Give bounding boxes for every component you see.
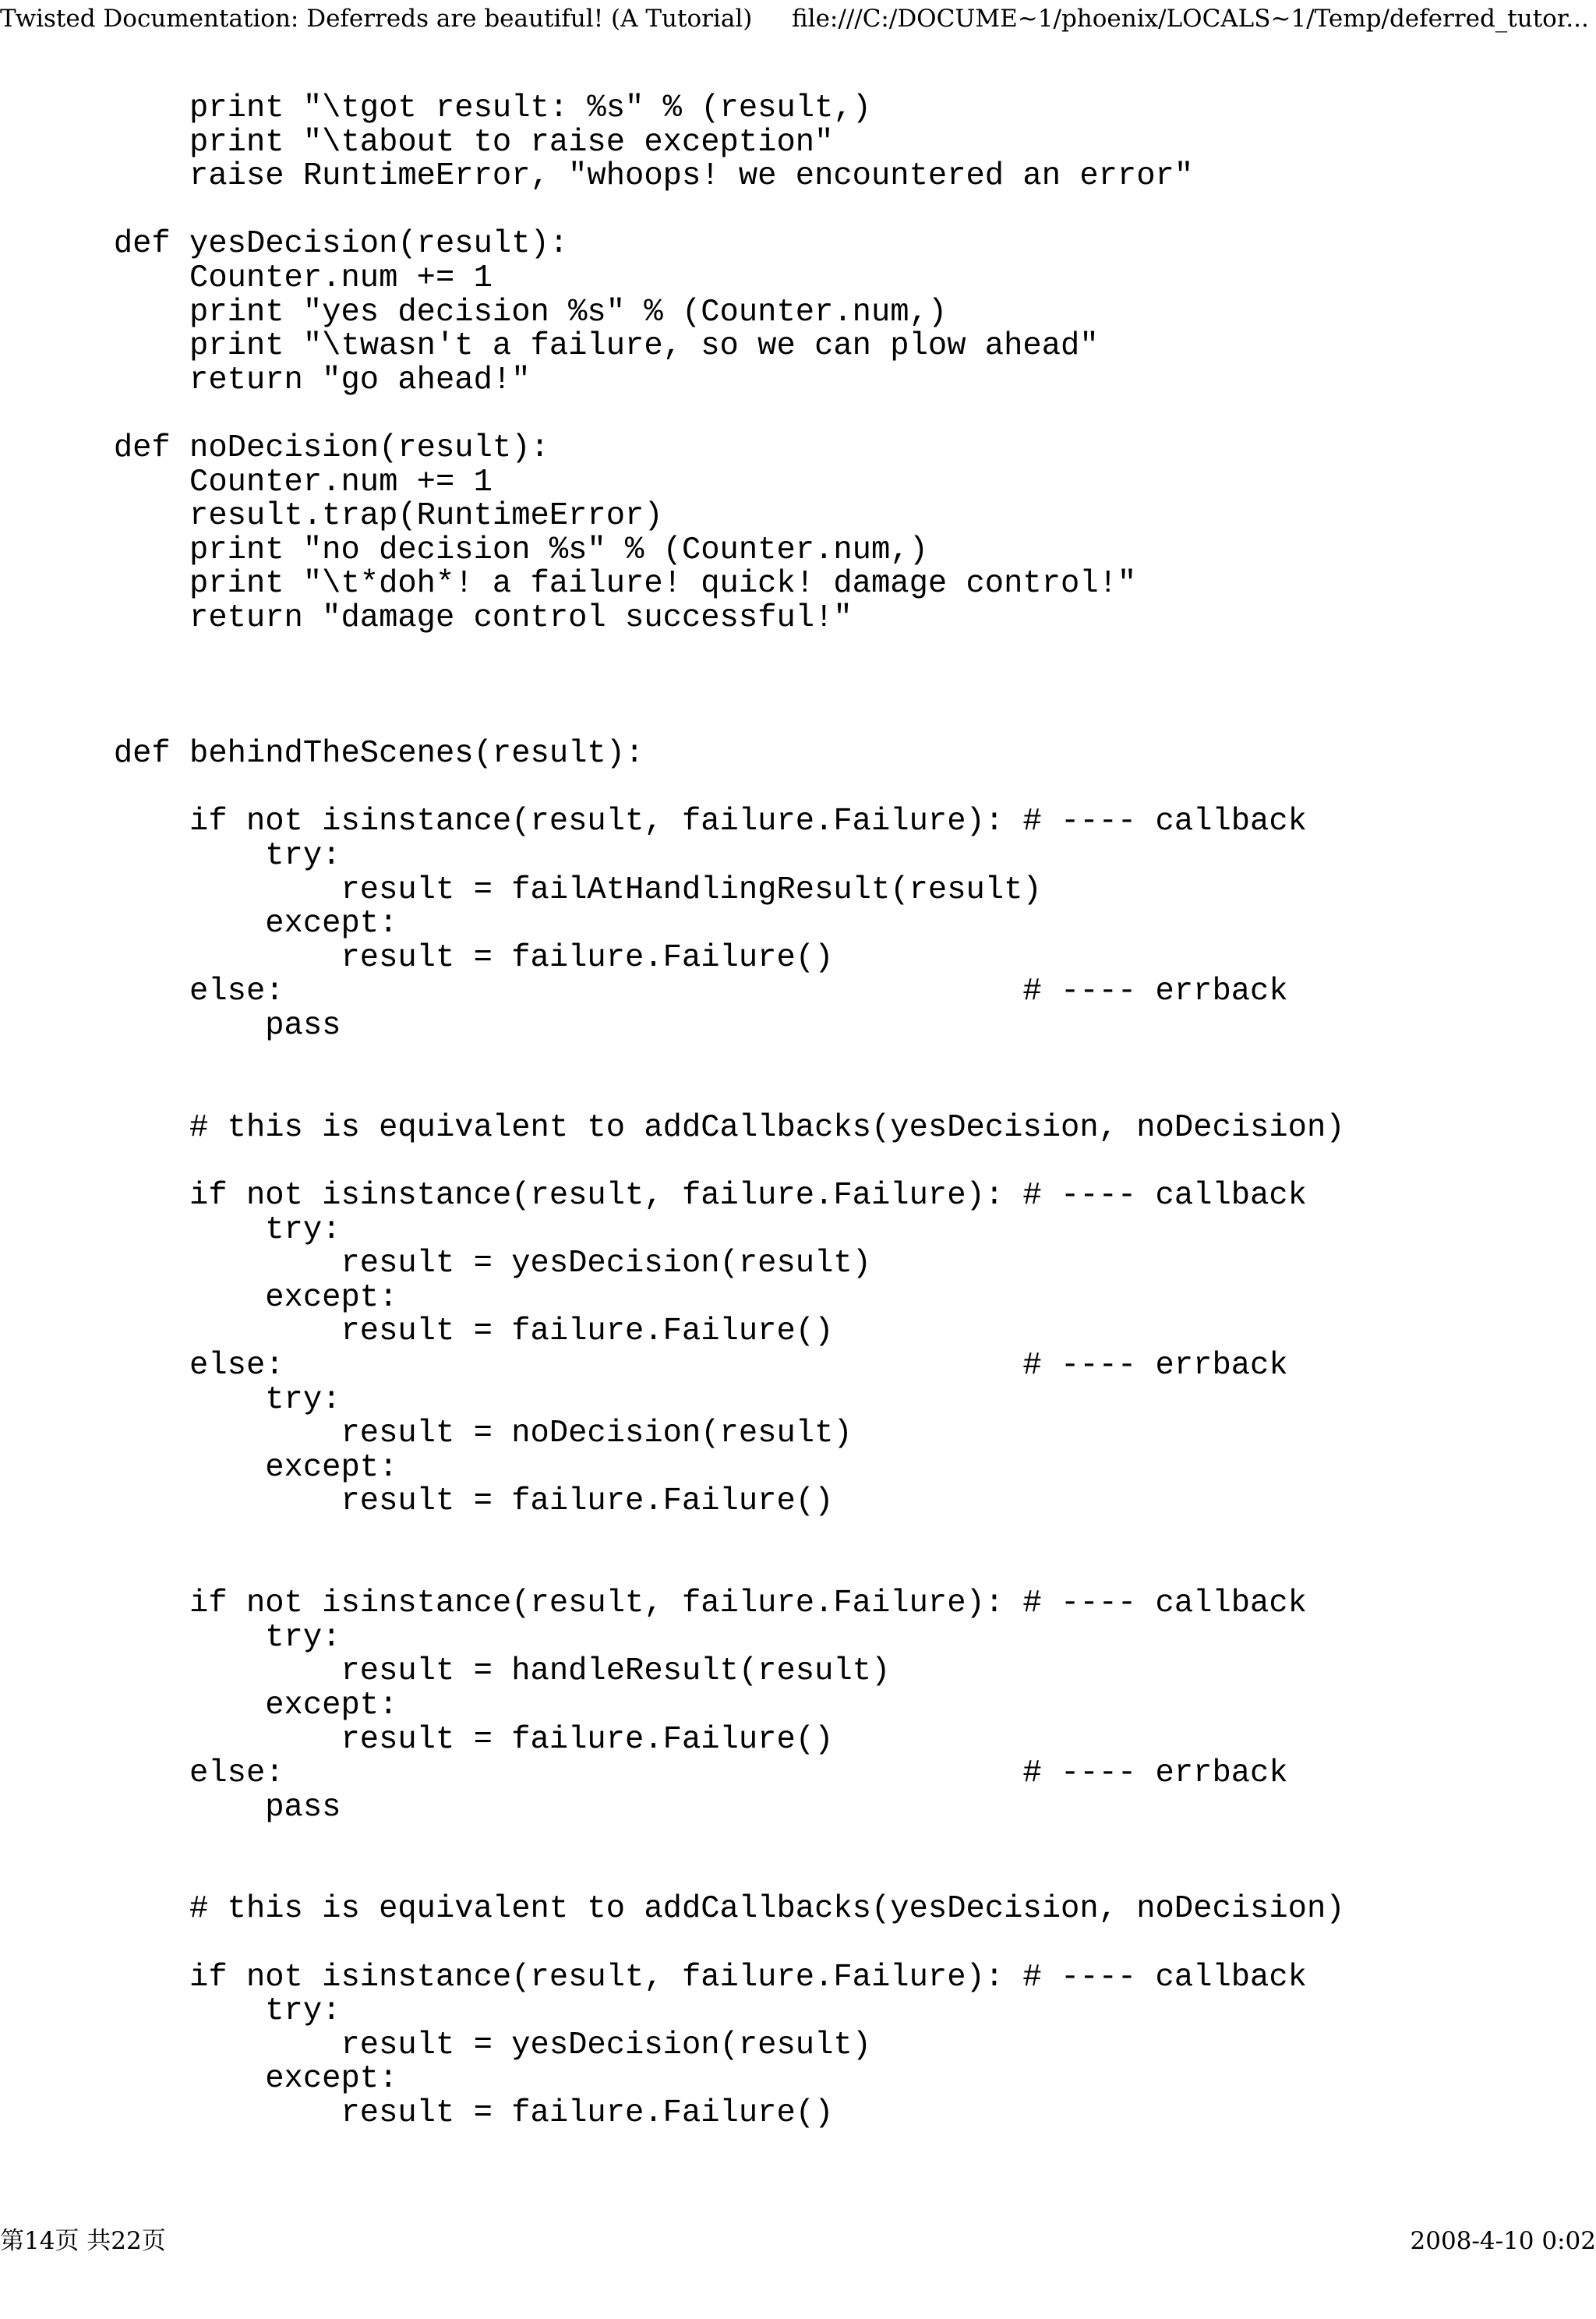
code-line: # this is equivalent to addCallbacks(yesDecision, noDecision) xyxy=(0,1891,1345,1928)
code-line: if not isinstance(result, failure.Failure): # ---- callback xyxy=(0,1585,1307,1622)
code-line xyxy=(0,1927,1345,1961)
code-line: result = yesDecision(result) xyxy=(0,1246,871,1282)
code-line: print "no decision %s" % (Counter.num,) xyxy=(0,532,928,568)
document-title: Twisted Documentation: Deferreds are beautiful! (A Tutorial) xyxy=(0,5,753,33)
code-line: def yesDecision(result): xyxy=(0,226,569,263)
code-line: if not isinstance(result, failure.Failure): # ---- callback xyxy=(0,804,1307,840)
code-line: result = failure.Failure() xyxy=(0,1483,834,1520)
code-line: result = yesDecision(result) xyxy=(0,2027,871,2063)
code-line xyxy=(0,1825,1345,1859)
code-line: result = failure.Failure() xyxy=(0,939,834,976)
page-number: 第14页 共22页 xyxy=(0,2227,166,2255)
code-line: result = failAtHandlingResult(result) xyxy=(0,871,1042,908)
code-line xyxy=(0,772,1345,806)
code-line xyxy=(0,704,1345,738)
print-header xyxy=(0,3,1596,34)
code-line: pass xyxy=(0,1789,341,1826)
code-line: try: xyxy=(0,1619,341,1656)
code-line: except: xyxy=(0,2061,398,2098)
code-line xyxy=(0,1519,1345,1554)
code-line: else: # ---- errback xyxy=(0,1755,1288,1792)
code-line: pass xyxy=(0,1008,341,1045)
document-url: file:///C:/DOCUME~1/phoenix/LOCALS~1/Temp/deferred_tutor... xyxy=(792,5,1589,33)
code-line: Counter.num += 1 xyxy=(0,464,493,500)
code-line: Counter.num += 1 xyxy=(0,260,493,296)
code-line: def behindTheScenes(result): xyxy=(0,736,644,772)
code-line: result = noDecision(result) xyxy=(0,1416,853,1452)
code-line: except: xyxy=(0,1687,398,1723)
code-line xyxy=(0,636,1345,670)
code-line: else: # ---- errback xyxy=(0,1347,1288,1384)
code-line: result = failure.Failure() xyxy=(0,1721,834,1758)
code-line: print "yes decision %s" % (Counter.num,) xyxy=(0,294,948,331)
code-line: try: xyxy=(0,1381,341,1418)
code-line: return "go ahead!" xyxy=(0,362,531,398)
code-block xyxy=(0,92,1345,2131)
code-line xyxy=(0,1077,1345,1112)
code-line xyxy=(0,398,1345,432)
code-line: raise RuntimeError, "whoops! we encountered an error" xyxy=(0,158,1194,195)
code-line xyxy=(0,1859,1345,1893)
code-line xyxy=(0,1554,1345,1588)
code-line: print "\tabout to raise exception" xyxy=(0,124,834,161)
code-line: if not isinstance(result, failure.Failure): # ---- callback xyxy=(0,1178,1307,1214)
print-footer xyxy=(0,2225,1596,2257)
code-line: try: xyxy=(0,1211,341,1248)
code-line: except: xyxy=(0,1279,398,1316)
code-line: return "damage control successful!" xyxy=(0,599,853,636)
code-line xyxy=(0,1145,1345,1179)
code-line: # this is equivalent to addCallbacks(yesDecision, noDecision) xyxy=(0,1109,1345,1146)
code-line: try: xyxy=(0,1993,341,2030)
code-line: result.trap(RuntimeError) xyxy=(0,498,663,535)
code-line: print "\t*doh*! a failure! quick! damage control!" xyxy=(0,566,1137,603)
code-line: result = handleResult(result) xyxy=(0,1653,891,1690)
code-line: print "\tgot result: %s" % (result,) xyxy=(0,90,871,126)
code-line: result = failure.Failure() xyxy=(0,1313,834,1350)
code-line: result = failure.Failure() xyxy=(0,2095,834,2132)
code-line: def noDecision(result): xyxy=(0,430,549,466)
code-line: else: # ---- errback xyxy=(0,974,1288,1010)
code-line xyxy=(0,1044,1345,1078)
code-line: try: xyxy=(0,838,341,875)
code-line xyxy=(0,194,1345,228)
code-line: except: xyxy=(0,1449,398,1486)
print-datetime: 2008-4-10 0:02 xyxy=(1410,2227,1596,2255)
code-line: print "\twasn't a failure, so we can plow ahead" xyxy=(0,328,1099,365)
code-line: except: xyxy=(0,906,398,942)
code-line: if not isinstance(result, failure.Failure): # ---- callback xyxy=(0,1959,1307,1996)
code-line xyxy=(0,670,1345,704)
